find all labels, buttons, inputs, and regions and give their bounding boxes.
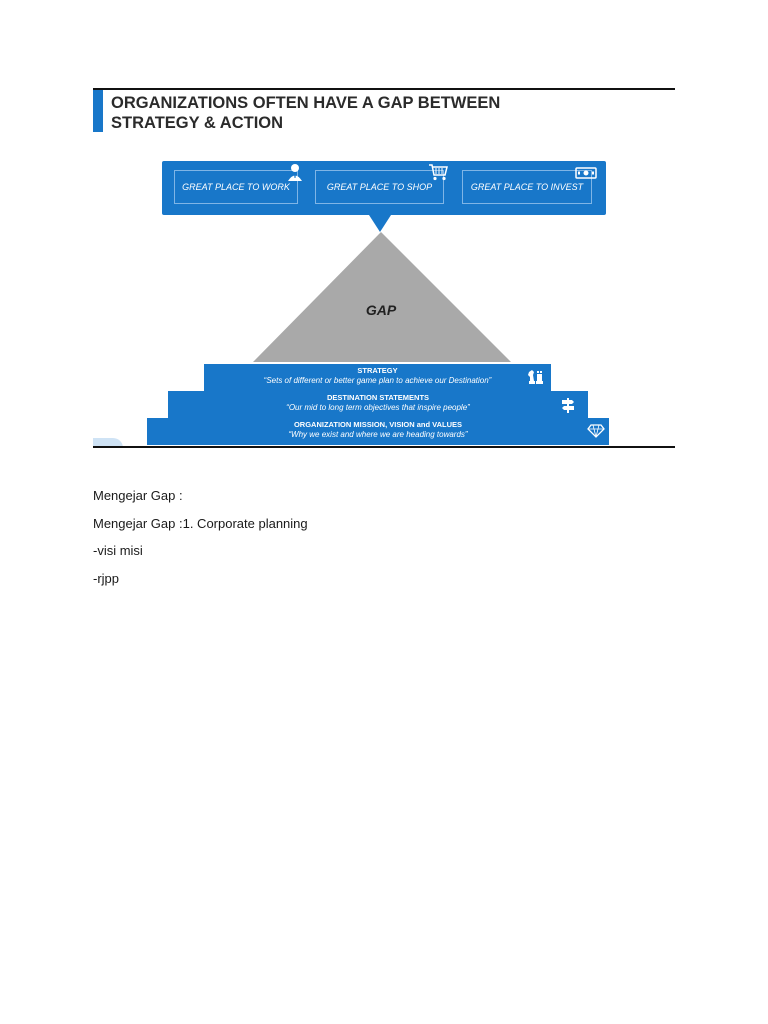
step-mission [147, 418, 609, 445]
money-icon [575, 166, 597, 180]
slide-image [93, 88, 675, 450]
banner-pointer [369, 215, 391, 232]
gap-label: GAP [365, 302, 397, 318]
signpost-icon [561, 397, 575, 413]
person-icon [287, 163, 303, 181]
step-strategy-title: STRATEGY [357, 366, 398, 375]
chess-pieces-icon [526, 369, 544, 385]
bottom-rule [93, 446, 675, 448]
banner-item-shop-label: GREAT PLACE TO SHOP [326, 182, 433, 192]
note-line-2: Mengejar Gap :1. Corporate planning [93, 516, 308, 531]
note-line-4: -rjpp [93, 571, 120, 586]
slide-title-line-2: STRATEGY & ACTION [111, 114, 284, 132]
step-mission-title: ORGANIZATION MISSION, VISION and VALUES [293, 420, 463, 429]
step-mission-subtitle: “Why we exist and where we are heading towards” [288, 430, 468, 439]
step-strategy-subtitle: “Sets of different or better game plan to achieve our Destination” [263, 376, 492, 385]
step-destination-subtitle: “Our mid to long term objectives that inspire people” [286, 403, 470, 412]
shopping-cart-icon [428, 163, 448, 181]
slide-title-line-1: ORGANIZATIONS OFTEN HAVE A GAP BETWEEN [111, 94, 501, 112]
step-strategy [204, 364, 551, 391]
note-line-1: Mengejar Gap : [93, 488, 183, 503]
banner-item-shop [315, 170, 444, 204]
step-destination-title: DESTINATION STATEMENTS [326, 393, 430, 402]
banner-item-invest-label: GREAT PLACE TO INVEST [470, 182, 584, 192]
banner-item-work-label: GREAT PLACE TO WORK [182, 182, 290, 192]
goals-banner [162, 161, 606, 215]
step-destination [168, 391, 588, 418]
note-line-3: -visi misi [93, 543, 143, 558]
banner-item-work [174, 170, 298, 204]
banner-item-invest [462, 170, 592, 204]
diamond-icon [587, 424, 605, 438]
